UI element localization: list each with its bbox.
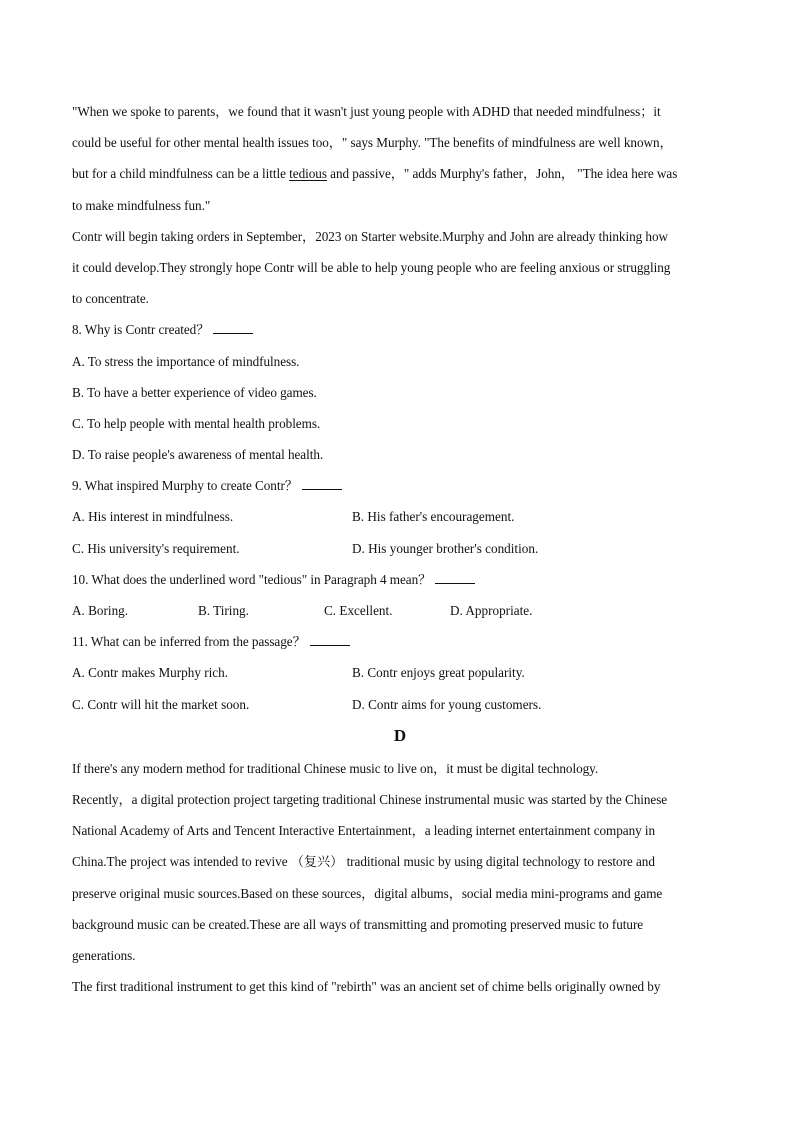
passage-line: to make mindfulness fun."	[72, 197, 211, 213]
section-title: D	[393, 725, 407, 745]
question-stem	[72, 314, 728, 345]
question-stem	[72, 626, 728, 657]
passage-line: Contr will begin taking orders in September，2023 on Starter website.Murphy and John are already thinking how	[72, 228, 668, 244]
passage-line: China.The project was intended to revive （复兴） traditional music by using digital technology to restore and	[72, 854, 655, 870]
question-text: 9. What inspired Murphy to create Contr？	[72, 478, 298, 494]
answer-option[interactable]: A. To stress the importance of mindfulness.	[72, 353, 300, 369]
passage-line: "When we spoke to parents，we found that it wasn't just young people with ADHD that needed mindfulness；it	[72, 104, 661, 119]
option-row	[72, 595, 728, 626]
answer-option[interactable]: D. Appropriate.	[450, 603, 533, 618]
answer-option[interactable]: A. His interest in mindfulness.	[72, 509, 234, 525]
answer-blank[interactable]	[302, 477, 342, 490]
passage-text: but for a child mindfulness can be a little	[72, 166, 290, 182]
option-row	[72, 657, 728, 688]
passage-line: preserve original music sources.Based on these sources，digital albums，social media mini-programs and game	[72, 885, 663, 901]
passage-line: If there's any modern method for traditional Chinese music to live on，it must be digital technology.	[72, 760, 599, 776]
answer-option[interactable]: D. His younger brother's condition.	[352, 540, 539, 556]
answer-option[interactable]: D. To raise people's awareness of mental health.	[72, 447, 324, 463]
passage-line: it could develop.They strongly hope Contr will be able to help young people who are feeling anxious or struggling	[72, 259, 671, 275]
question-text: 10. What does the underlined word "tedious" in Paragraph 4 mean？	[72, 571, 432, 587]
answer-option[interactable]: B. Contr enjoys great popularity.	[352, 665, 525, 681]
answer-option[interactable]: A. Boring.	[72, 603, 129, 618]
passage-line: to concentrate.	[72, 291, 149, 307]
answer-option[interactable]: B. To have a better experience of video games.	[72, 384, 317, 400]
option-row	[72, 501, 728, 532]
answer-blank[interactable]	[213, 321, 253, 334]
question-text: 8. Why is Contr created？	[72, 322, 210, 338]
answer-blank[interactable]	[435, 571, 475, 584]
passage-line: could be useful for other mental health issues too，" says Murphy. "The benefits of mindfulness are well known，	[72, 135, 673, 151]
answer-blank[interactable]	[310, 633, 350, 646]
passage-line: Recently，a digital protection project targeting traditional Chinese instrumental music was started by the Chinese	[72, 791, 668, 807]
option-row	[72, 689, 728, 720]
answer-option[interactable]: D. Contr aims for young customers.	[352, 696, 542, 712]
answer-option[interactable]: A. Contr makes Murphy rich.	[72, 665, 229, 681]
passage-line: The first traditional instrument to get this kind of "rebirth" was an ancient set of chime bells originally owned by	[72, 979, 661, 995]
page-content	[72, 96, 728, 1002]
option-row	[72, 533, 728, 564]
passage-text: and passive，" adds Murphy's father，John， "The idea here was	[326, 166, 678, 182]
answer-option[interactable]: C. Contr will hit the market soon.	[72, 696, 250, 712]
answer-option[interactable]: C. His university's requirement.	[72, 540, 240, 556]
passage-line	[72, 158, 728, 189]
underlined-word: tedious	[289, 166, 327, 182]
passage-line: background music can be created.These are all ways of transmitting and promoting preserved music to future	[72, 916, 644, 932]
passage-line: National Academy of Arts and Tencent Interactive Entertainment，a leading internet entertainment company in	[72, 823, 656, 839]
passage-line: generations.	[72, 947, 136, 963]
answer-option[interactable]: B. Tiring.	[198, 603, 249, 618]
answer-option[interactable]: B. His father's encouragement.	[352, 509, 515, 525]
question-text: 11. What can be inferred from the passage？	[72, 634, 306, 650]
question-stem	[72, 470, 728, 501]
answer-option[interactable]: C. To help people with mental health problems.	[72, 415, 321, 431]
answer-option[interactable]: C. Excellent.	[324, 603, 393, 618]
question-stem	[72, 564, 728, 595]
